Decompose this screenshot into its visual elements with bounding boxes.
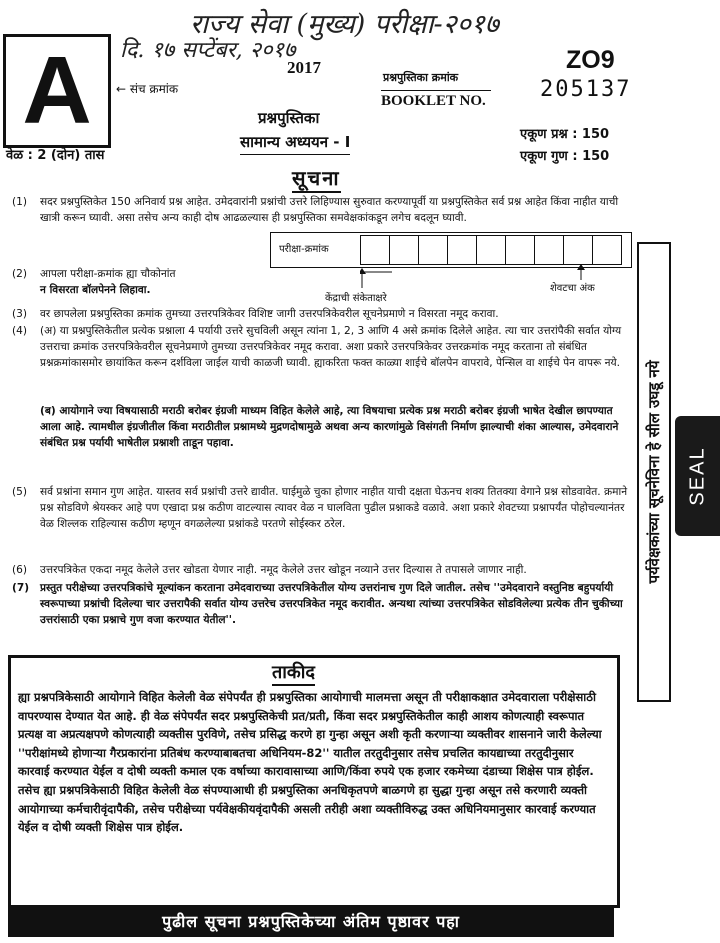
subject: सामान्य अध्ययन - I <box>240 132 350 155</box>
instruction-num: (7) <box>12 582 30 594</box>
instruction-num: (3) <box>12 308 28 320</box>
warning-text <box>18 688 608 837</box>
exam-digit-cell[interactable] <box>447 235 477 265</box>
instruction-4b <box>40 403 628 451</box>
booklet-title: प्रश्नपुस्तिका <box>258 109 320 127</box>
instruction-text: आपला परीक्षा-क्रमांक ह्या चौकोनांत <box>40 268 176 280</box>
series-code: ZO9 <box>566 46 615 74</box>
exam-digit-cell[interactable] <box>592 235 622 265</box>
exam-digit-cell[interactable] <box>563 235 593 265</box>
exam-digit-cell[interactable] <box>534 235 564 265</box>
exam-digit-cell[interactable] <box>418 235 448 265</box>
exam-time: वेळ : 2 (दोन) तास <box>6 148 105 163</box>
instruction-4a <box>12 323 628 371</box>
instruction-text: (अ) या प्रश्नपुस्तिकेतील प्रत्येक प्रश्नाला 4 पर्यायी उत्तरे सुचविली असून त्यांना 1, 2, 3 आणि 4 असे क्रमांक दिलेले आहेत. त्या चार उत्तरांपैकी सर्वात योग्य उत्तराचा क्रमांक उत्तरपत्रिकेवरील सूचनेप्रमाणे तुमच्या उत्तरपत्रिकेवर नमूद करावा. अशा प्रकारे उत्तरपत्रिकेवर उत्तरक्रमांक नमूद करताना तो संबंधित प्रश्नक्रमांकासमोर छायांकित करून दर्शविला जाईल याची काळजी घ्यावी. ह्याकरिता फक्त काळ्या शाईचे बॉलपेन वापरावे, पेन्सिल वा शाईचे पेन वापरू नये. <box>40 325 622 369</box>
instruction-text: उत्तरपत्रिकेत एकदा नमूद केलेले उत्तर खोडता येणार नाही. नमूद केलेले उत्तर खोडून नव्याने उत्तर दिल्यास ते तपासले जाणार नाही. <box>40 564 527 576</box>
instruction-text: वर छापलेला प्रश्नपुस्तिका क्रमांक तुमच्या उत्तरपत्रिकेवर विशिष्ट जागी उत्तरपत्रिकेवरील सूचनेप्रमाणे न विसरता नमूद करावा. <box>40 308 499 320</box>
seal-instruction-text: पर्यवेक्षकांच्या सूचनेविना हे सील उघडू नये <box>645 360 663 584</box>
warning-paragraph-1: ह्या प्रश्नपत्रिकेसाठी आयोगाने विहित केलेली वेळ संपेपर्यंत ही प्रश्नपुस्तिका आयोगाची मालमत्ता असून ती परीक्षाकक्षात उमेदवाराला परीक्षेसाठी वापरण्यास देण्यात येत आहे. ही वेळ संपेपर्यंत सदर प्रश्नपुस्तिकेची प्रत/प्रती, किंवा सदर प्रश्नपुस्तिकेतील काही आशय कोणत्याही स्वरूपात प्रत्यक्ष वा अप्रत्यक्षपणे कोणत्याही व्यक्तीस पुरविणे, तसेच प्रसिद्ध करणे हा गुन्हा असून अशी कृती करणाऱ्या व्यक्तीवर शासनाने जारी केलेल्या ''परीक्षांमध्ये होणाऱ्या गैरप्रकारांना प्रतिबंध करण्याबाबतचा अधिनियम-82'' यातील तरतुदीनुसार तसेच प्रचलित कायद्याच्या तरतुदीनुसार कारवाई करण्यात येईल व दोषी व्यक्ती कमाल एक वर्षाच्या कारावासाच्या आणि/किंवा रुपये एक हजार रकमेच्या दंडाच्या शिक्षेस पात्र होईल. <box>18 690 602 779</box>
instruction-text: प्रस्तुत परीक्षेच्या उत्तरपत्रिकांचे मूल्यांकन करताना उमेदवाराच्या उत्तरपत्रिकेतील योग्य उत्तरांनाच गुण दिले जातील. तसेच ''उमेदवाराने वस्तुनिष्ठ बहुपर्यायी स्वरूपाच्या प्रश्नांची दिलेल्या चार उत्तरापैकी सर्वात योग्य उत्तरेच उत्तरपत्रिकेत नमूद करावीत. अन्यथा त्यांच्या उत्तरपत्रिकेत सोडविलेल्या प्रत्येक तीन चुकीच्या उत्तरांसाठी एका प्रश्नाचे गुण वजा करण्यात येतील''. <box>40 582 623 626</box>
last-digit-note: शेवटचा अंक <box>550 283 595 294</box>
booklet-no-label: BOOKLET NO. <box>381 90 491 110</box>
year: 2017 <box>287 58 321 77</box>
exam-digit-cell[interactable] <box>389 235 419 265</box>
warning-title: ताकीद <box>272 660 315 686</box>
instruction-1 <box>12 194 628 226</box>
instruction-3 <box>12 306 628 322</box>
centre-code-note: केंद्राची संकेताक्षरे <box>325 293 387 304</box>
booklet-label: प्रश्नपुस्तिका क्रमांक <box>383 71 459 84</box>
instruction-num: (4) <box>12 325 28 337</box>
instruction-6 <box>12 562 628 578</box>
exam-digit-cell[interactable] <box>360 235 390 265</box>
seal-tab[interactable] <box>675 416 720 536</box>
instruction-5 <box>12 484 628 532</box>
booklet-number: 205137 <box>540 77 632 102</box>
warning-paragraph-2: तसेच ह्या प्रश्नपत्रिकेसाठी विहित केलेली वेळ संपण्याआधी ही प्रश्नपुस्तिका अनधिकृतपणे बाळगणे हा सुद्धा गुन्हा असून तसे करणारी व्यक्ती आयोगाच्या कर्मचारीवृंदापैकी, तसेच परीक्षेच्या पर्यवेक्षकीयवृंदापैकी असली तरीही अशा व्यक्तीविरुद्ध उक्त अधिनियमानुसार कारवाई करण्यात येईल व दोषी व्यक्ती शिक्षेस पात्र होईल. <box>18 782 596 835</box>
exam-number-box[interactable] <box>270 232 632 268</box>
instruction-num: (2) <box>12 268 28 280</box>
instruction-text: सर्व प्रश्नांना समान गुण आहेत. यास्तव सर्व प्रश्नांची उत्तरे द्यावीत. घाईमुळे चुका होणार नाहीत याची दक्षता घेऊनच शक्य तितक्या वेगाने प्रश्न सोडवावेत. क्रमाने प्रश्न सोडविणे श्रेयस्कर आहे पण एखादा प्रश्न कठीण वाटल्यास त्यावर वेळ न घालविता पुढील प्रश्नाकडे वळावे. अशा प्रकारे शेवटच्या प्रश्नापर्यंत पोहोचल्यानंतर वेळ शिल्लक राहिल्यास कठीण म्हणून वगळलेल्या प्रश्नांकडे परतणे सोईस्कर ठरेल. <box>40 486 628 530</box>
instruction-text: सदर प्रश्नपुस्तिकेत 150 अनिवार्य प्रश्न आहेत. उमेदवारांनी प्रश्नांची उत्तरे लिहिण्यास सुरुवात करण्यापूर्वी या प्रश्नपुस्तिकेत सर्व प्रश्न आहेत किंवा नाहीत याची खात्री करून घ्यावी. असा तसेच अन्य काही दोष आढळल्यास ही प्रश्नपुस्तिका समवेक्षकांकडून लगेच बदलून घ्यावी. <box>40 196 619 224</box>
exam-digit-cell[interactable] <box>505 235 535 265</box>
total-marks: एकूण गुण : 150 <box>520 149 610 164</box>
instructions-title: सूचना <box>292 164 341 193</box>
seal-label: SEAL <box>686 446 708 506</box>
instruction-num: (5) <box>12 486 28 498</box>
instruction-7 <box>12 580 628 628</box>
seal-instruction-strip <box>637 242 671 702</box>
instruction-bold: न विसरता बॉलपेनने लिहावा. <box>40 284 151 296</box>
set-label: ← संच क्रमांक <box>116 82 179 96</box>
instruction-2 <box>12 266 260 298</box>
exam-digit-cell[interactable] <box>476 235 506 265</box>
total-questions: एकूण प्रश्न : 150 <box>520 127 610 142</box>
footer-banner: पुढील सूचना प्रश्नपुस्तिकेच्या अंतिम पृष्ठावर पहा <box>8 907 614 937</box>
exam-number-cells[interactable] <box>361 235 622 265</box>
handwritten-date: दि. १७ सप्टेंबर, २०१७ <box>120 38 296 63</box>
exam-box-label: परीक्षा-क्रमांक <box>279 244 329 255</box>
instruction-text: (ब) आयोगाने ज्या विषयासाठी मराठी बरोबर इंग्रजी माध्यम विहित केलेले आहे, त्या विषयाचा प्रत्येक प्रश्न मराठी बरोबर इंग्रजी भाषेत देखील छापण्यात आला आहे. त्यामधील इंग्रजीतील किंवा मराठीतील प्रश्नामध्ये मुद्रणदोषामुळे अथवा अन्य कारणांमुळे विसंगती निर्माण झाल्याची शंका आल्यास, उमेदवाराने संबंधित प्रश्न पर्यायी भाषेतील प्रश्नाशी ताडून पहावा. <box>40 405 619 449</box>
set-letter: A <box>3 34 111 148</box>
instruction-num: (1) <box>12 196 28 208</box>
handwritten-exam-name: राज्य सेवा (मुख्य) परीक्षा-२०१७ <box>190 9 499 40</box>
instruction-num: (6) <box>12 564 28 576</box>
